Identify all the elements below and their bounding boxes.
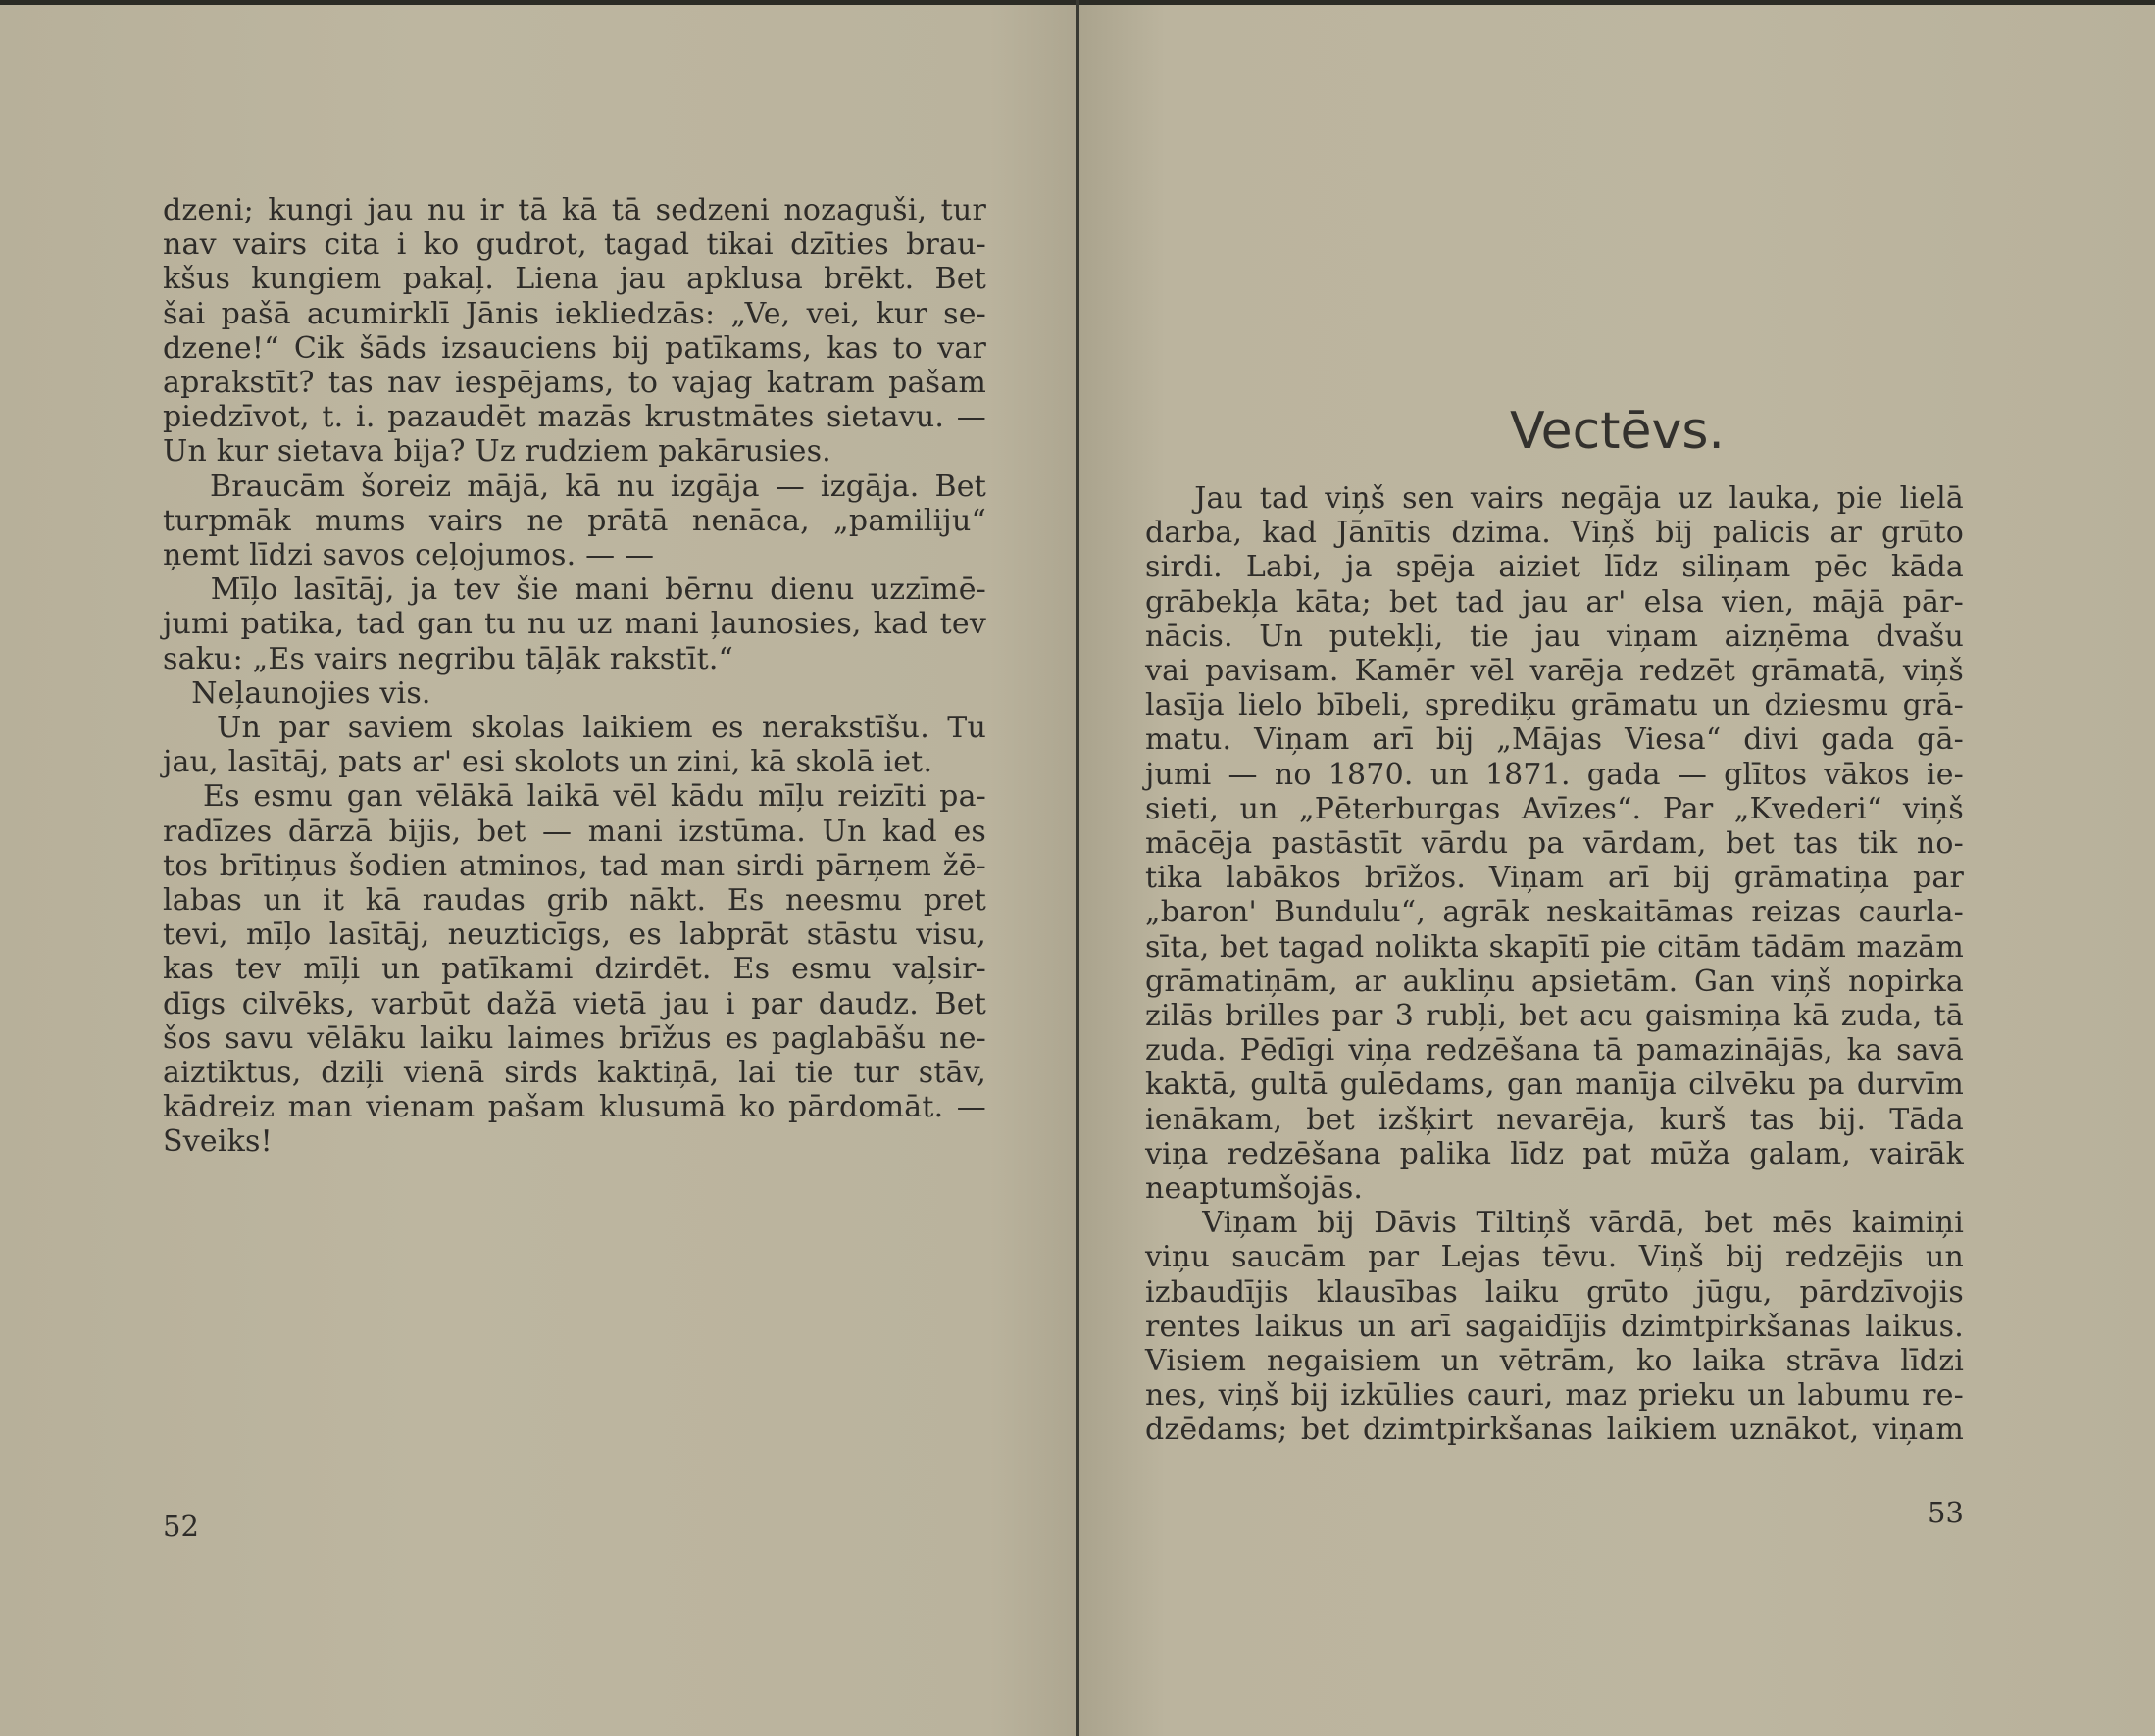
text-line: labas un it kā raudas grib nākt. Es neesmu pret xyxy=(163,883,986,918)
text-line: dīgs cilvēks, varbūt dažā vietā jau i par daudz. Bet xyxy=(163,986,986,1021)
text-line: Un par saviem skolas laikiem es nerakstīšu. Tu xyxy=(163,711,986,746)
text-line: grāmatiņām, ar aukliņu apsietām. Gan viņš nopirka xyxy=(1145,964,1964,999)
text-line: jau, lasītāj, pats ar' esi skolots un zini, kā skolā iet. xyxy=(163,745,933,780)
text-line: radīzes dārzā bijis, bet — mani izstūma. Un kad es xyxy=(163,814,986,849)
text-line: ienākam, bet izšķirt nevarēja, kurš tas bij. Tāda xyxy=(1145,1102,1964,1137)
text-line: Jau tad viņš sen vairs negāja uz lauka, pie lielā xyxy=(1145,481,1964,516)
text-line: viņu saucām par Lejas tēvu. Viņš bij redzējis un xyxy=(1145,1240,1964,1275)
text-line: rentes laikus un arī sagaidījis dzimtpirkšanas laikus. xyxy=(1145,1309,1964,1344)
text-line: sīta, bet tagad nolikta skapītī pie citām tādām mazām xyxy=(1145,929,1964,965)
text-line: sieti, un „Pēterburgas Avīzes“. Par „Kvederi“ viņš xyxy=(1145,791,1964,826)
page-number-right: 53 xyxy=(1928,1496,1964,1529)
text-line: dzēdams; bet dzimtpirkšanas laikiem uznākot, viņam xyxy=(1145,1413,1964,1448)
left-page-text xyxy=(163,193,986,1160)
text-line: neaptumšojās. xyxy=(1145,1171,1364,1207)
text-line: Un kur sietava bija? Uz rudziem pakārusies. xyxy=(163,434,831,470)
text-line: mācēja pastāstīt vārdu pa vārdam, bet tas tik no- xyxy=(1145,826,1964,862)
page-number-left: 52 xyxy=(163,1510,199,1543)
text-line: Viņam bij Dāvis Tiltiņš vārdā, bet mēs kaimiņi xyxy=(1145,1206,1964,1241)
right-page-text xyxy=(1145,481,1964,1448)
text-line: darba, kad Jānītis dzima. Viņš bij palicis ar grūto xyxy=(1145,516,1964,551)
text-line: saku: „Es vairs negribu tāļāk rakstīt.“ xyxy=(163,641,734,676)
text-line: ņemt līdzi savos ceļojumos. — — xyxy=(163,538,655,573)
text-line: izbaudījis klausības laiku grūto jūgu, pārdzīvojis xyxy=(1145,1274,1964,1310)
text-line: jumi patika, tad gan tu nu uz mani ļaunosies, kad tev xyxy=(163,607,986,642)
text-line: šos savu vēlāku laiku laimes brīžus es paglabāšu ne- xyxy=(163,1020,986,1056)
text-line: nes, viņš bij izkūlies cauri, maz prieku un labumu re- xyxy=(1145,1378,1964,1414)
text-line: tika labākos brīžos. Viņam arī bij grāmatiņa par xyxy=(1145,861,1964,896)
text-line: aiztiktus, dziļi vienā sirds kaktiņā, lai tie tur stāv, xyxy=(163,1056,986,1091)
text-line: zilās brilles par 3 rubļi, bet acu gaismiņa kā zuda, tā xyxy=(1145,999,1964,1034)
text-line: dzeni; kungi jau nu ir tā kā tā sedzeni nozaguši, tur xyxy=(163,193,986,227)
text-line: kas tev mīļi un patīkami dzirdēt. Es esmu vaļsir- xyxy=(163,952,986,987)
text-line: jumi — no 1870. un 1871. gada — glītos vākos ie- xyxy=(1145,757,1964,792)
text-line: dzene!“ Cik šāds izsauciens bij patīkams, kas to var xyxy=(163,330,986,366)
text-line: matu. Viņam arī bij „Mājas Viesa“ divi gada gā- xyxy=(1145,722,1964,758)
text-line: nācis. Un putekļi, tie jau viņam aizņēma dvašu xyxy=(1145,619,1964,654)
text-line: lasīja lielo bībeli, sprediķu grāmatu un dziesmu grā- xyxy=(1145,688,1964,723)
text-line: sirdi. Labi, ja spēja aiziet līdz siliņam pēc kāda xyxy=(1145,550,1964,585)
text-line: Es esmu gan vēlākā laikā vēl kādu mīļu reizīti pa- xyxy=(163,779,986,815)
text-line: tevi, mīļo lasītāj, neuzticīgs, es labprāt stāstu visu, xyxy=(163,918,986,953)
text-line: grābekļa kāta; bet tad jau ar' elsa vien, mājā pār- xyxy=(1145,584,1964,620)
book-gutter xyxy=(1076,0,1079,1736)
text-line: piedzīvot, t. i. pazaudēt mazās krustmātes sietavu. — xyxy=(163,400,986,435)
text-line: kaktā, gultā gulēdams, gan manīja cilvēku pa durvīm xyxy=(1145,1067,1964,1103)
text-line: Sveiks! xyxy=(163,1124,273,1160)
text-line: Visiem negaisiem un vētrām, ko laika strāva līdzi xyxy=(1145,1344,1964,1379)
text-line: kādreiz man vienam pašam klusumā ko pārdomāt. — xyxy=(163,1090,986,1125)
text-line: Braucām šoreiz mājā, kā nu izgāja — izgāja. Bet xyxy=(163,469,986,504)
text-line: zuda. Pēdīgi viņa redzēšana tā pamazinājās, ka savā xyxy=(1145,1033,1964,1068)
text-line: kšus kungiem pakaļ. Liena jau apklusa brēkt. Bet xyxy=(163,262,986,297)
text-line: aprakstīt? tas nav iespējams, to vajag katram pašam xyxy=(163,366,986,401)
chapter-title: Vectēvs. xyxy=(1510,402,1725,461)
text-line: viņa redzēšana palika līdz pat mūža galam, vairāk xyxy=(1145,1136,1964,1171)
text-line: šai pašā acumirklī Jānis iekliedzās: „Ve, vei, kur se- xyxy=(163,296,986,331)
text-line: nav vairs cita i ko gudrot, tagad tikai dzīties brau- xyxy=(163,227,986,263)
text-line: Neļaunojies vis. xyxy=(163,675,431,711)
text-line: Mīļo lasītāj, ja tev šie mani bērnu dienu uzzīmē- xyxy=(163,572,986,608)
text-line: turpmāk mums vairs ne prātā nenāca, „pamiliju“ xyxy=(163,503,986,538)
text-line: vai pavisam. Kamēr vēl varēja redzēt grāmatā, viņš xyxy=(1145,654,1964,689)
text-line: „baron' Bundulu“, agrāk neskaitāmas reizas caurla- xyxy=(1145,895,1964,930)
text-line: tos brītiņus šodien atminos, tad man sirdi pārņem žē- xyxy=(163,848,986,883)
